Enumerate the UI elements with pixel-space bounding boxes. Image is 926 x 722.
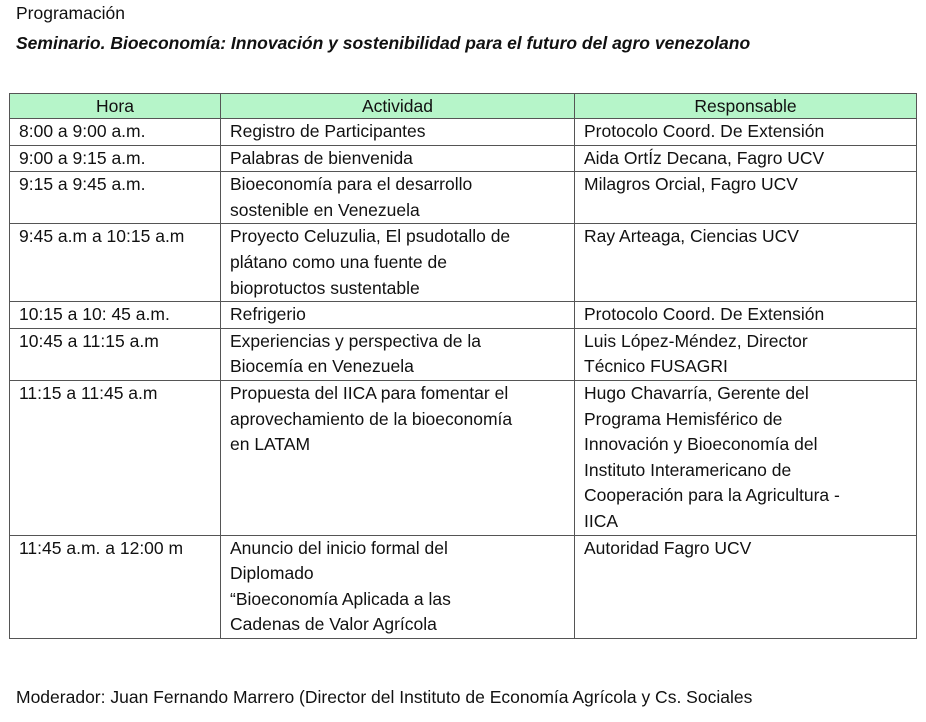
cell-text-line: “Bioeconomía Aplicada a las [230,588,451,609]
cell-responsable [575,535,917,638]
header-row [10,94,917,119]
cell-text-line: Técnico FUSAGRI [584,356,728,377]
cell-text-line: 9:45 a.m a 10:15 a.m [19,226,185,247]
cell-actividad [221,328,575,380]
cell-text-line: IICA [584,510,619,531]
table-row [10,172,917,224]
cell-text-line: sostenible en Venezuela [230,199,420,220]
header-hora: Hora [10,94,221,119]
cell-text-line: 8:00 a 9:00 a.m. [19,121,146,141]
cell-responsable [575,380,917,535]
cell-actividad [221,119,575,146]
cell-text-line: Cadenas de Valor Agrícola [230,614,437,635]
cell-text-line: 10:45 a 11:15 a.m [19,330,159,351]
cell-hora [10,302,221,329]
cell-actividad [221,145,575,172]
cell-text-line: 9:15 a 9:45 a.m. [19,174,146,195]
schedule-body [10,119,917,639]
cell-text-line: Protocolo Coord. De Extensión [584,304,825,325]
header-responsable: Responsable [575,94,917,119]
cell-text-line: Proyecto Celuzulia, El psudotallo de [230,226,511,247]
cell-text-line: Autoridad Fagro UCV [584,537,752,558]
moderator-note: Moderador: Juan Fernando Marrero (Director del Instituto de Economía Agrícola y Cs. Sociales [16,687,753,707]
cell-hora [10,172,221,224]
schedule-table [9,93,917,639]
cell-responsable [575,145,917,172]
table-row [10,535,917,638]
cell-text-line: Experiencias y perspectiva de la [230,330,481,351]
cell-text-line: Luis López-Méndez, Director [584,330,808,351]
schedule-header [10,94,917,119]
cell-text-line: 9:00 a 9:15 a.m. [19,147,146,168]
cell-actividad [221,172,575,224]
cell-hora [10,380,221,535]
cell-actividad [221,535,575,638]
cell-text-line: Protocolo Coord. De Extensión [584,121,825,141]
table-row [10,224,917,302]
cell-hora [10,119,221,146]
cell-text-line: Aida OrtÍz Decana, Fagro UCV [584,147,825,168]
cell-actividad [221,302,575,329]
cell-hora [10,224,221,302]
cell-responsable [575,224,917,302]
table-row [10,302,917,329]
cell-hora [10,328,221,380]
cell-text-line: Refrigerio [230,304,306,325]
cell-actividad [221,224,575,302]
cell-text-line: Cooperación para la Agricultura - [584,485,840,506]
cell-text-line: bioprotuctos sustentable [230,277,420,298]
cell-text-line: Biocemía en Venezuela [230,356,414,377]
cell-text-line: Diplomado [230,563,314,584]
cell-text-line: Bioeconomía para el desarrollo [230,174,473,195]
cell-hora [10,535,221,638]
cell-text-line: Ray Arteaga, Ciencias UCV [584,226,799,247]
cell-text-line: plátano como una fuente de [230,251,447,272]
cell-text-line: Propuesta del IICA para fomentar el [230,382,509,403]
cell-responsable [575,302,917,329]
cell-text-line: Innovación y Bioeconomía del [584,434,818,455]
cell-text-line: Programa Hemisférico de [584,408,783,429]
cell-text-line: 11:15 a 11:45 a.m [19,382,158,403]
cell-text-line: Anuncio del inicio formal del [230,537,448,558]
seminar-title: Seminario. Bioeconomía: Innovación y sostenibilidad para el futuro del agro venezolano [16,33,751,53]
cell-responsable [575,119,917,146]
cell-responsable [575,172,917,224]
table-row [10,119,917,146]
cell-text-line: Registro de Participantes [230,121,426,141]
cell-text-line: Hugo Chavarría, Gerente del [584,382,809,403]
cell-text-line: Milagros Orcial, Fagro UCV [584,174,798,195]
cell-text-line: 10:15 a 10: 45 a.m. [19,304,170,325]
cell-actividad [221,380,575,535]
table-row [10,145,917,172]
cell-hora [10,145,221,172]
cell-text-line: en LATAM [230,434,311,455]
document-heading: Programación [16,3,125,23]
header-actividad: Actividad [221,94,575,119]
cell-text-line: aprovechamiento de la bioeconomía [230,408,513,429]
cell-text-line: 11:45 a.m. a 12:00 m [19,537,184,558]
cell-text-line: Palabras de bienvenida [230,147,413,168]
table-row [10,328,917,380]
cell-text-line: Instituto Interamericano de [584,459,792,480]
table-row [10,380,917,535]
cell-responsable [575,328,917,380]
